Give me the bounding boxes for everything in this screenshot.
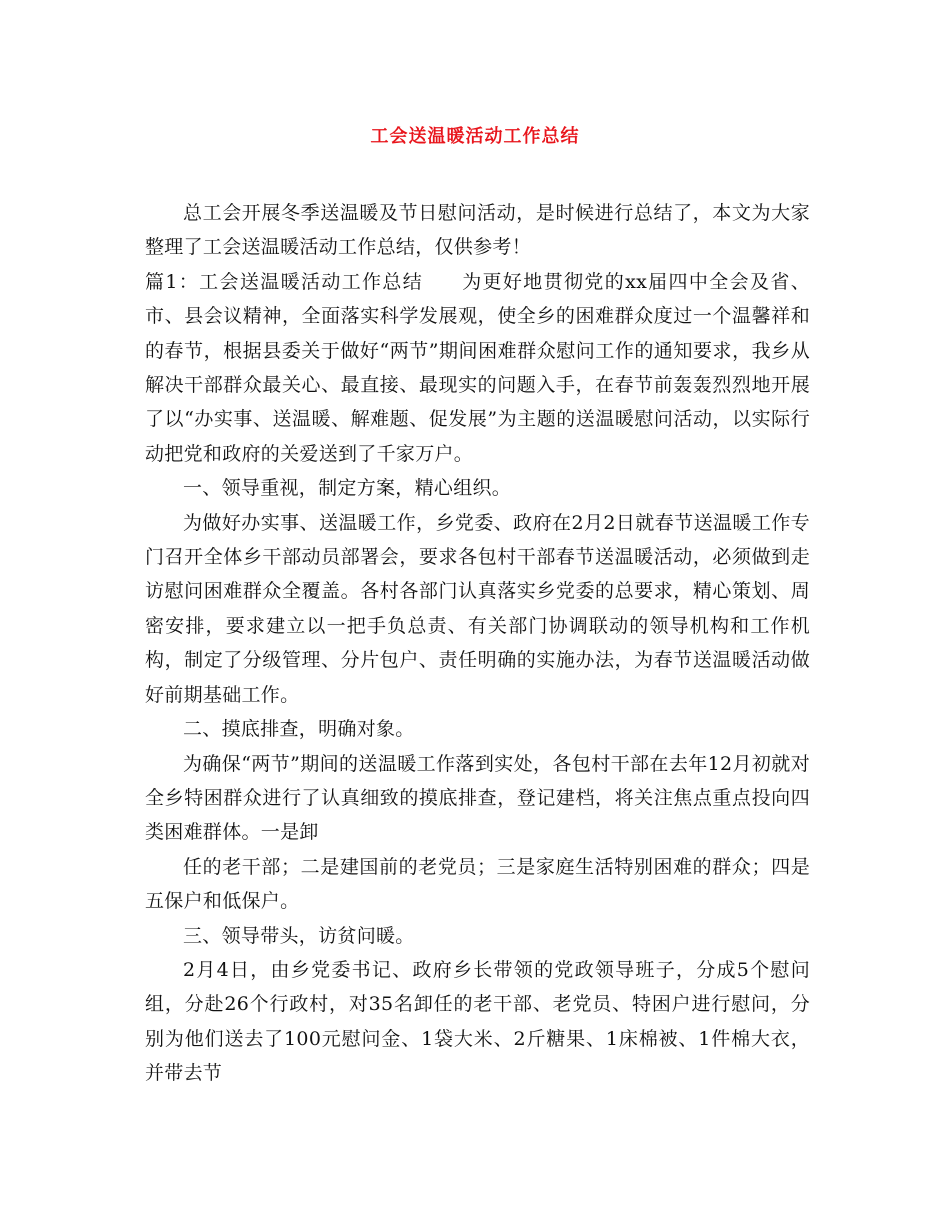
- paragraph-3: 任的老干部；二是建国前的老党员；三是家庭生活特别困难的群众；四是五保户和低保户。: [145, 855, 810, 913]
- intro-paragraph: 总工会开展冬季送温暖及节日慰问活动，是时候进行总结了，本文为大家整理了工会送温暖活动工作总结，仅供参考！: [145, 202, 810, 259]
- section-label: 篇1：工会送温暖活动工作总结: [145, 270, 424, 293]
- heading-3: 三、领导带头，访贫问暖。: [183, 924, 415, 947]
- paragraph-4: 2月4日，由乡党委书记、政府乡长带领的党政领导班子，分成5个慰问组，分赴26个行政村，对35名卸任的老干部、老党员、特困户进行慰问，分别为他们送去了100元慰问金、1袋大米、2斤糖果、1床棉被、1件棉大衣，并带去节: [145, 958, 810, 1085]
- paragraph-2: 为确保“两节”期间的送温暖工作落到实处，各包村干部在去年12月初就对全乡特困群众进行了认真细致的摸底排查，登记建档，将关注焦点重点投向四类困难群体。一是卸: [145, 752, 810, 844]
- section-paragraph-1: [145, 265, 810, 471]
- heading-2: 二、摸底排查，明确对象。: [183, 718, 415, 741]
- heading-1: 一、领导重视，制定方案，精心组织。: [183, 477, 512, 500]
- document-body: [145, 196, 810, 1091]
- paragraph-1: 为做好办实事、送温暖工作，乡党委、政府在2月2日就春节送温暖工作专门召开全体乡干部动员部署会，要求各包村干部春节送温暖活动，必须做到走访慰问困难群众全覆盖。各村各部门认真落实乡党委的总要求，精心策划、周密安排，要求建立以一把手负总责、有关部门协调联动的领导机构和工作机构，制定了分级管理、分片包户、责任明确的实施办法，为春节送温暖活动做好前期基础工作。: [145, 511, 810, 706]
- section-text: 为更好地贯彻党的xx届四中全会及省、市、县会议精神，全面落实科学发展观，使全乡的困难群众度过一个温馨祥和的春节，根据县委关于做好“两节”期间困难群众慰问工作的通知要求，我乡从解决干部群众最关心、最直接、最现实的问题入手，在春节前轰轰烈烈地开展了以“办实事、送温暖、解难题、促发展”为主题的送温暖慰问活动，以实际行动把党和政府的关爱送到了千家万户。: [145, 270, 810, 465]
- page-title: 工会送温暖活动工作总结: [370, 126, 580, 147]
